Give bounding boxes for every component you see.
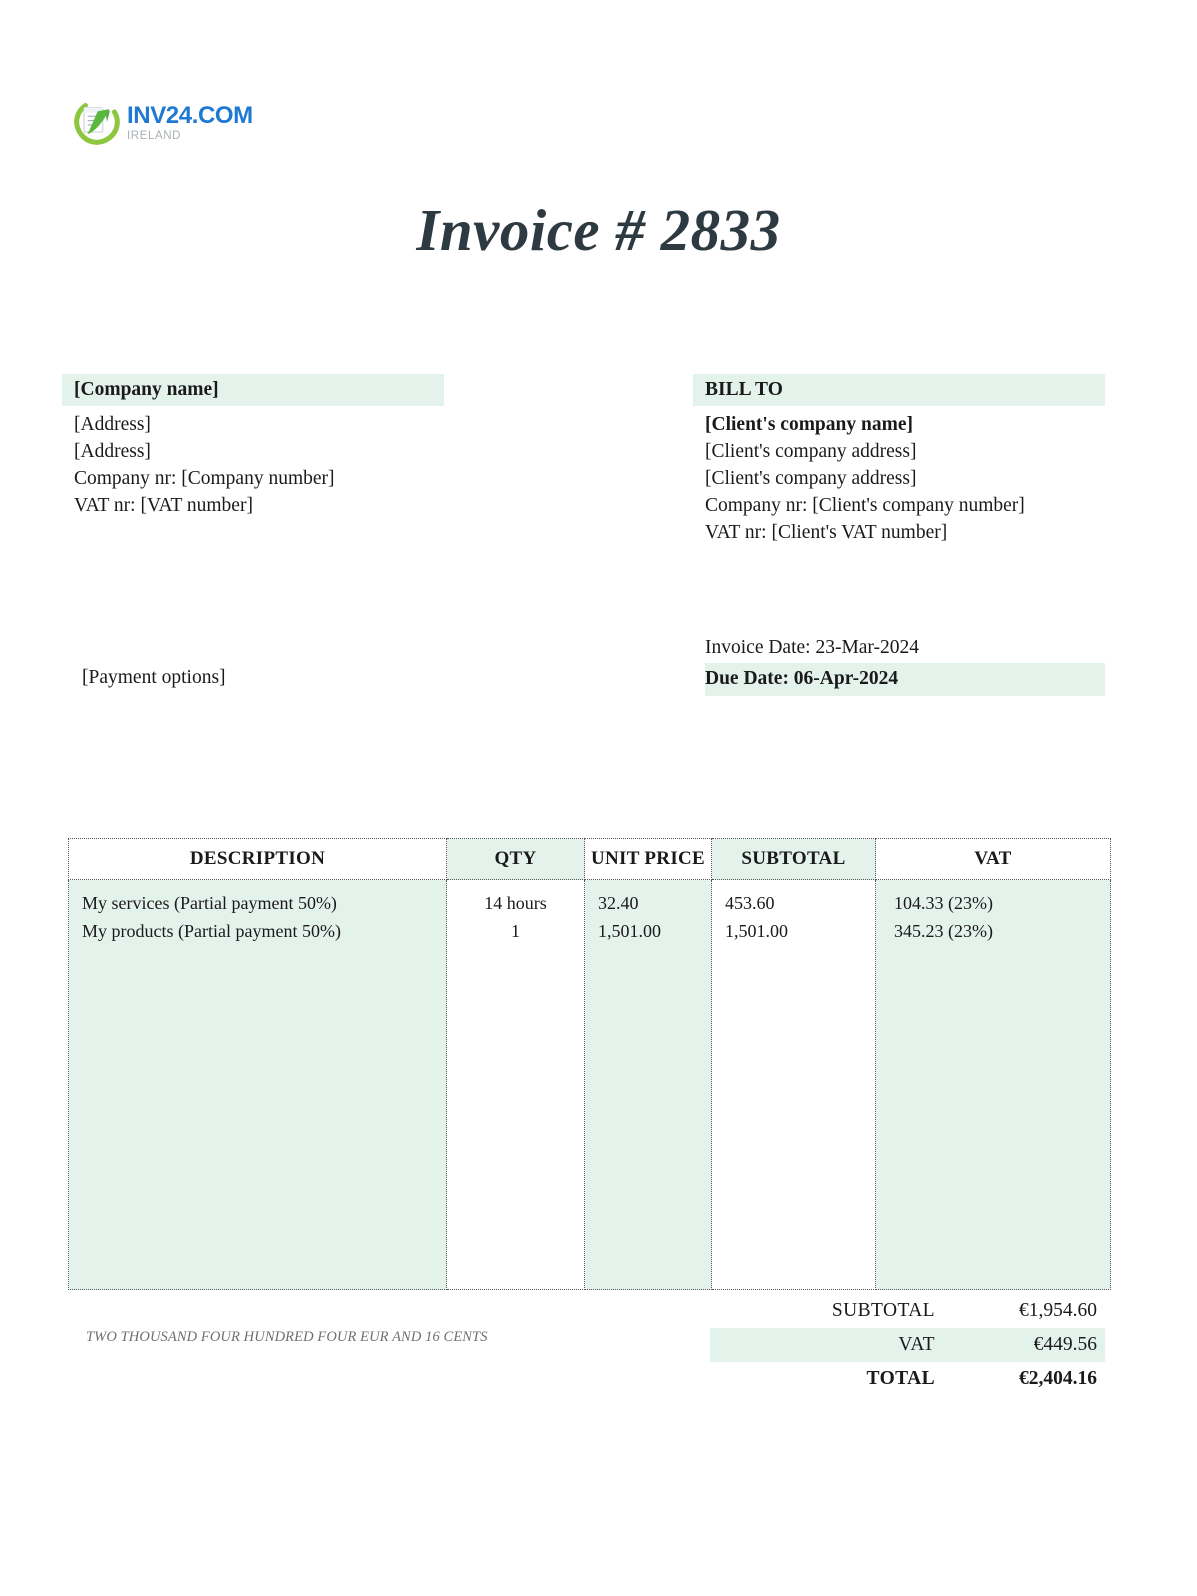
seller-details [74,406,444,519]
dates-block [705,633,1105,696]
item-qty-1: 14 hours [484,893,547,913]
vat-label: VAT [898,1334,935,1355]
cell-subtotal [712,880,876,1290]
totals-table [710,1294,1105,1396]
item-unit-price-1: 32.40 [598,893,639,913]
column-header-qty: QTY [447,839,585,880]
seller-block [74,374,444,519]
seller-company-number: Company nr: [Company number] [74,468,335,489]
due-date: Due Date: 06-Apr-2024 [705,663,1105,696]
item-qty-2: 1 [511,921,520,941]
payment-options: [Payment options] [82,667,226,688]
column-header-description: DESCRIPTION [69,839,447,880]
invoice-date: Invoice Date: 23-Mar-2024 [705,637,920,658]
client-vat-number: VAT nr: [Client's VAT number] [705,522,948,543]
totals-row-total [710,1362,1105,1396]
item-description-2: My products (Partial payment 50%) [82,921,341,941]
subtotal-label: SUBTOTAL [831,1300,935,1321]
cell-unit-price [585,880,712,1290]
invoice-leaf-logo-icon [74,99,120,145]
subtotal-value: €1,954.60 [1019,1300,1097,1321]
brand-region: IRELAND [127,129,182,142]
column-header-subtotal: SUBTOTAL [712,839,876,880]
amount-in-words: TWO THOUSAND FOUR HUNDRED FOUR EUR AND 16 CENTS [86,1329,488,1345]
seller-company-name: [Company name] [62,374,444,406]
client-company-name: [Client's company name] [705,414,913,435]
client-details [705,406,1105,546]
cell-vat [876,880,1111,1290]
brand-text [127,102,253,143]
item-unit-price-2: 1,501.00 [598,921,661,941]
column-header-unit-price: UNIT PRICE [585,839,712,880]
bill-to-heading: BILL TO [693,374,1105,406]
table-header-row [69,839,1111,880]
item-description-1: My services (Partial payment 50%) [82,893,337,913]
seller-address-1: [Address] [74,414,151,435]
client-address-1: [Client's company address] [705,441,917,462]
item-subtotal-1: 453.60 [725,893,775,913]
column-header-vat: VAT [876,839,1111,880]
table-row [69,880,1111,1290]
client-address-2: [Client's company address] [705,468,917,489]
totals-row-vat [710,1328,1105,1362]
cell-description [69,880,447,1290]
brand-logo [74,99,253,145]
total-label: TOTAL [866,1368,935,1389]
page-title: Invoice # 2833 [416,197,781,263]
line-items-table [68,838,1111,1290]
bill-to-block [705,374,1105,546]
totals-row-subtotal [710,1294,1105,1328]
item-vat-2: 345.23 (23%) [894,921,993,941]
client-company-number: Company nr: [Client's company number] [705,495,1025,516]
cell-qty [447,880,585,1290]
total-value: €2,404.16 [1019,1368,1097,1389]
brand-name: INV24.COM [127,101,253,129]
seller-vat-number: VAT nr: [VAT number] [74,495,253,516]
vat-value: €449.56 [1033,1334,1097,1355]
seller-address-2: [Address] [74,441,151,462]
item-subtotal-2: 1,501.00 [725,921,788,941]
item-vat-1: 104.33 (23%) [894,893,993,913]
